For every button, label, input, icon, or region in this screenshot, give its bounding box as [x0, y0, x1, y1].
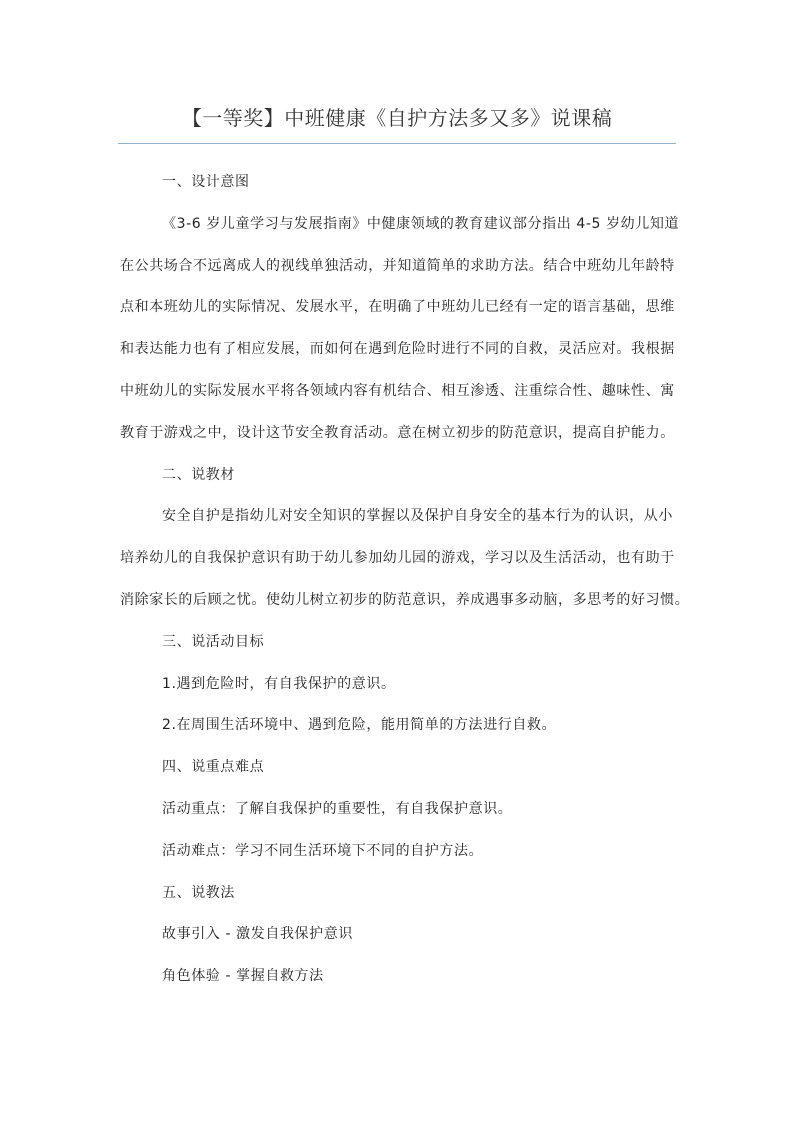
paragraph-line: 教育于游戏之中，设计这节安全教育活动。意在树立初步的防范意识，提高自护能力。 [120, 424, 675, 441]
difficulty-item: 活动难点：学习不同生活环境下不同的自护方法。 [162, 842, 484, 859]
paragraph-line: 《3-6 岁儿童学习与发展指南》中健康领域的教育建议部分指出 4-5 岁幼儿知道 [162, 215, 680, 232]
paragraph-line: 中班幼儿的实际发展水平将各领域内容有机结合、相互渗透、注重综合性、趣味性、寓 [120, 382, 675, 399]
paragraph-line: 和表达能力也有了相应发展，而如何在遇到危险时进行不同的自救，灵活应对。我根据 [120, 341, 675, 358]
section-heading: 三、说活动目标 [162, 633, 265, 650]
paragraph-line: 消除家长的后顾之忧。使幼儿树立初步的防范意识，养成遇事多动脑，多思考的好习惯。 [120, 591, 690, 608]
title-divider [118, 143, 676, 144]
paragraph-line: 安全自护是指幼儿对安全知识的掌握以及保护自身安全的基本行为的认识，从小 [162, 508, 673, 525]
section-heading: 一、设计意图 [162, 174, 250, 190]
section-heading: 五、说教法 [162, 884, 235, 901]
method-item: 角色体验 - 掌握自救方法 [162, 968, 324, 985]
document-title: 【一等奖】中班健康《自护方法多又多》说课稿 [181, 106, 613, 130]
paragraph-line: 在公共场合不远离成人的视线单独活动，并知道简单的求助方法。结合中班幼儿年龄特 [120, 257, 675, 274]
paragraph-line: 培养幼儿的自我保护意识有助于幼儿参加幼儿园的游戏，学习以及生活活动，也有助于 [120, 550, 675, 567]
section-heading: 二、说教材 [162, 466, 235, 483]
section-heading: 四、说重点难点 [162, 759, 265, 776]
goal-item: 1.遇到危险时，有自我保护的意识。 [162, 675, 396, 692]
document-body [120, 162, 690, 998]
paragraph-line: 点和本班幼儿的实际情况、发展水平，在明确了中班幼儿已经有一定的语言基础，思维 [120, 299, 675, 316]
goal-item: 2.在周围生活环境中、遇到危险，能用简单的方法进行自救。 [162, 717, 557, 734]
method-item: 故事引入 - 激发自我保护意识 [162, 926, 353, 943]
key-point-item: 活动重点：了解自我保护的重要性，有自我保护意识。 [162, 800, 513, 817]
